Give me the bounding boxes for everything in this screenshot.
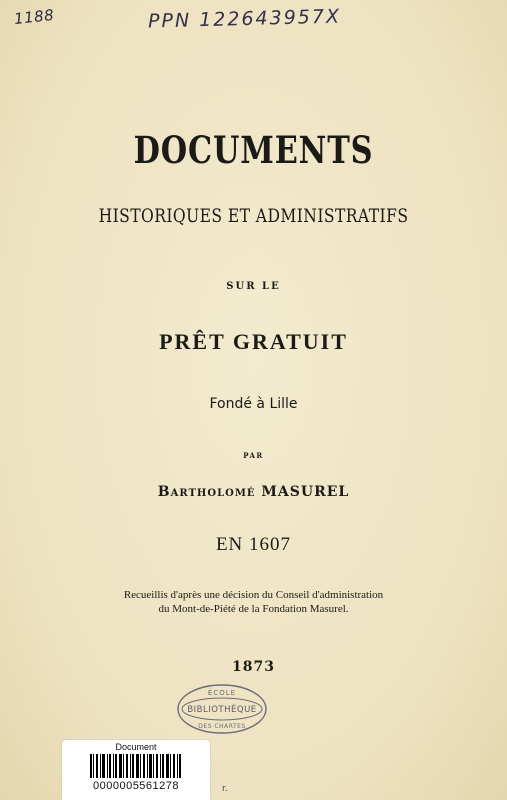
stamp-middle-text: BIBLIOTHÈQUE xyxy=(187,705,257,715)
main-subject: PRÊT GRATUIT xyxy=(159,329,348,354)
document-title: DOCUMENTS xyxy=(133,128,374,172)
author-last-name: MASUREL xyxy=(261,484,350,500)
author-first-rest: ARTHOLOMÉ xyxy=(170,488,256,499)
sur-le-text: SUR LE xyxy=(226,281,281,292)
library-stamp-icon xyxy=(175,682,269,736)
par-text: PAR xyxy=(243,451,264,460)
year-founded: EN 1607 xyxy=(215,534,292,555)
document-subtitle: HISTORIQUES ET ADMINISTRATIFS xyxy=(98,205,409,227)
collection-note-line-2: du Mont-de-Piété de la Fondation Masurel. xyxy=(158,603,349,615)
author-name xyxy=(0,484,507,500)
publication-year: 1873 xyxy=(232,659,275,675)
founded-location: Fondé à Lille xyxy=(209,396,298,412)
barcode-icon xyxy=(90,754,182,778)
collection-note xyxy=(0,588,507,616)
author-first-initial: B xyxy=(157,484,171,500)
barcode-label xyxy=(62,740,210,800)
handwritten-shelfmark: 1188 xyxy=(13,5,56,29)
collection-note-line-1: Recueillis d'après une décision du Conseil d'administration xyxy=(123,589,384,601)
barcode-label-title: Document xyxy=(115,742,157,752)
handwritten-ppn-number: PPN 122643957X xyxy=(147,5,342,33)
barcode-number: 0000005561278 xyxy=(92,780,180,792)
stamp-bottom-text: DES CHARTES xyxy=(198,723,246,730)
corner-mark: r. xyxy=(222,784,228,794)
stamp-top-text: ÉCOLE xyxy=(207,689,237,697)
